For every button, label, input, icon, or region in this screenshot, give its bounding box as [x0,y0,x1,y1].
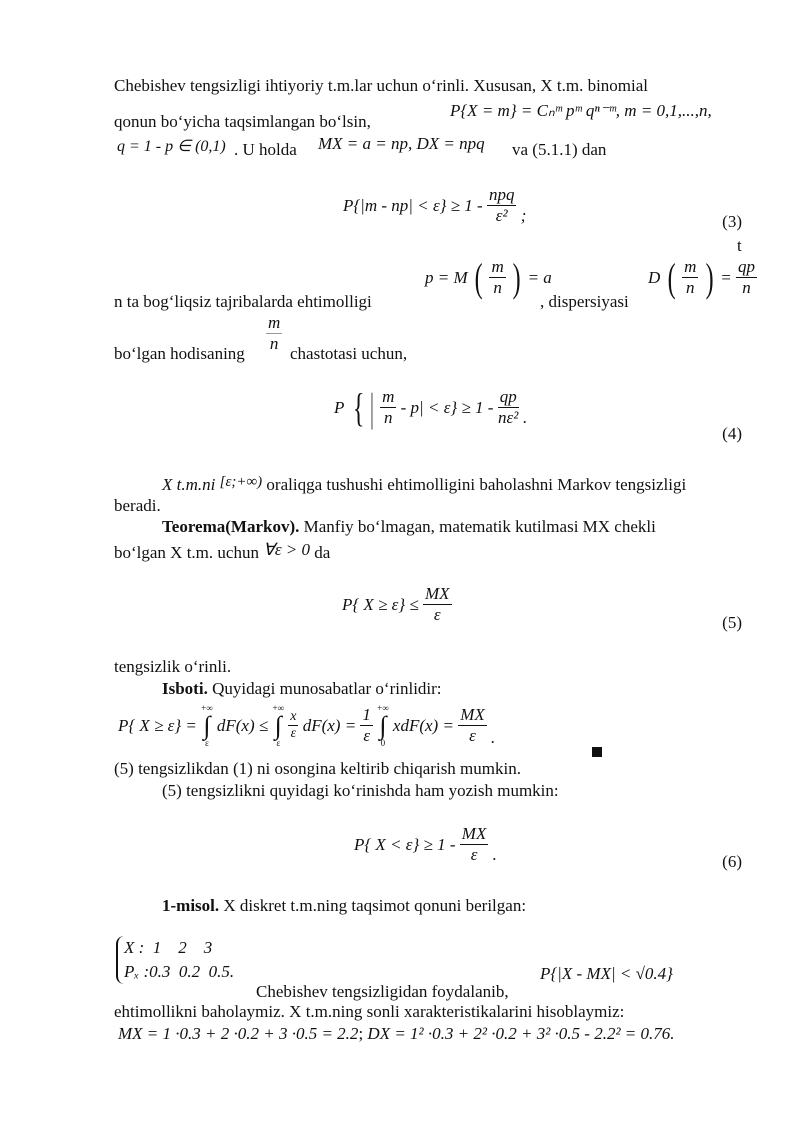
frac-den: ε [363,725,371,745]
formula-dot: . [491,728,496,747]
paren-open: ( [667,255,676,301]
text: bo‘lgan X t.m. uchun [114,543,259,562]
formula-mx: MX = 1 ·0.3 + 2 ·0.2 + 3 ·0.5 = 2.2 [118,1024,359,1043]
text: oraliqga tushushi ehtimolligini baholashni Markov tengsizligi [266,475,687,494]
frac-num: m [382,387,395,406]
interval: [ε;+∞) [219,474,263,490]
paragraph-text: . U holda [234,140,297,159]
paren-close: ) [705,255,714,301]
proof-text: Quyidagi munosabatlar o‘rinlidir: [212,679,442,698]
formula-part: dF(x) ≤ [216,716,269,735]
frac-x-eps [288,709,298,742]
frac-num: MX [461,824,487,843]
formula: ∀ε > 0 [263,540,311,559]
equation-number: (4) [722,424,742,443]
frac-num: 1 [362,704,371,724]
fraction-m-n [682,258,698,298]
paragraph-line: (5) tengsizlikdan (1) ni osongina keltirib chiqarish mumkin. [114,759,521,778]
frac-den: nε² [498,407,519,427]
paragraph-line [162,474,686,495]
equation-3 [343,186,526,226]
fraction-m-over-n [266,314,282,354]
frac-num: m [684,257,697,276]
paragraph-line: tengsizlik o‘rinli. [114,657,232,676]
fraction-qp-n [736,258,757,298]
dot: . [670,1024,675,1043]
frac-den: n [493,277,502,297]
frac-num: x [290,709,297,725]
eq3-fraction [487,186,517,226]
integral [272,704,284,748]
eq6-left: P{ X < ε} ≥ 1 - [354,835,456,855]
example-title: 1-misol. [162,896,220,915]
frac-den: ε [470,844,478,864]
formula-part: p = M [425,268,468,288]
eq4-rfraction [498,388,519,428]
eq3-tail: ; [520,206,527,226]
frac-den: ε [290,725,297,741]
equation-number: (3) [722,212,742,231]
eq4-tail: . [522,408,528,428]
sep: ; [358,1024,364,1043]
eq6-fraction [460,825,489,865]
stray-text: t [737,236,742,255]
int-top: +∞ [201,703,213,713]
formula-dispersion [648,255,757,301]
formula-part: dF(x) = [302,716,357,735]
equation-4 [334,385,528,431]
paragraph-text: chastotasi uchun, [290,344,408,363]
theorem-line [114,540,330,563]
frac-num: m [268,313,281,332]
formula-part: xdF(x) = [392,716,454,735]
eq5-fraction [423,585,452,625]
eq3-den: ε² [495,205,508,225]
brace-open: { [352,385,365,431]
formula-p-mean [425,255,552,301]
paragraph-line: beradi. [114,496,161,515]
theorem-line [162,517,656,537]
formula-probability: P{|X - MX| < √0.4} [540,964,673,983]
frac [266,314,282,354]
frac-den: ε [469,725,476,745]
frac-num: MX [424,584,450,603]
proof-equation [118,704,495,748]
qed-icon [592,747,602,757]
paren-open: ( [474,255,483,301]
text: X t.m.ni [162,475,216,494]
system-row: X : 1 2 3 [124,938,213,957]
eq3-left: P{|m - np| < ε} ≥ 1 - [343,196,483,216]
formula-binomial: P{X = m} = Cₙᵐ pᵐ qⁿ⁻ᵐ, m = 0,1,...,n, [450,101,712,120]
equals: = [720,268,732,288]
frac-den: ε [433,604,441,624]
equation-number: (6) [722,852,742,871]
paragraph-text: bo‘lgan hodisaning [114,344,245,363]
formula-mx-dx: MX = a = np, DX = npq [318,134,485,153]
paragraph-line: n ta bog‘liqsiz tajribalarda ehtimolligi [114,292,372,311]
system-brace [116,936,234,984]
int-bot: ε [204,738,209,748]
int-bot: 0 [380,738,386,748]
paragraph-line: Chebishev tengsizligi ihtiyoriy t.m.lar uchun o‘rinli. Xususan, X t.m. binomial [114,76,649,95]
paragraph-text: Chebishev tengsizligidan foydalanib, [256,982,509,1001]
formula-numeric [118,1024,675,1044]
frac-num: qp [737,257,755,276]
formula-q: q = 1 - p ∈ (0,1) [117,138,226,155]
equation-5 [342,585,452,625]
formula-part: = a [527,268,552,288]
frac-one-eps [360,706,373,746]
example-text: X diskret t.m.ning taqsimot qonuni berilgan: [223,896,527,915]
frac-den: n [384,407,393,427]
text: da [314,543,331,562]
paragraph-text: va (5.1.1) dan [512,140,607,159]
eq6-tail: . [492,845,497,865]
frac-num: qp [499,387,517,406]
distribution-system [116,936,234,984]
integral [377,704,389,748]
integral-sign: ∫ [203,711,211,740]
paragraph-line: ehtimollikni baholaymiz. X t.m.ning sonli xarakteristikalarini hisoblaymiz: [114,1002,625,1021]
equation-6 [354,825,497,865]
fraction-m-n [489,258,505,298]
formula-part: D [648,268,661,288]
paragraph-line: qonun bo‘yicha taqsimlangan bo‘lsin, [114,112,371,131]
paragraph-line: (5) tengsizlikni quyidagi ko‘rinishda ham yozish mumkin: [162,781,559,800]
frac-den: n [686,277,695,297]
proof-line [162,679,442,699]
eq5-left: P{ X ≥ ε} ≤ [342,595,419,615]
eq4-left: P [334,398,345,418]
paren-close: ) [512,255,521,301]
int-top: +∞ [272,703,284,713]
system-row: Pₓ :0.3 0.2 0.5. [124,962,235,981]
eq4-mid: - p| < ε} ≥ 1 - [400,398,494,418]
integral [201,704,213,748]
integral-sign: ∫ [379,711,387,740]
paragraph-text: , dispersiyasi [540,292,629,311]
theorem-title: Teorema(Markov). [162,517,300,536]
frac-den: n [742,277,751,297]
eq3-num: npq [488,185,515,204]
integral-sign: ∫ [274,711,282,740]
equation-number: (5) [722,613,742,632]
int-top: +∞ [377,703,389,713]
frac-num: m [491,257,504,276]
theorem-text: Manfiy bo‘lmagan, matematik kutilmasi MX chekli [303,517,656,536]
formula-part: P{ X ≥ ε} = [118,716,197,735]
frac-den: n [266,333,282,354]
int-bot: ε [276,738,281,748]
frac-mx-eps [458,706,487,746]
eq4-fraction [380,388,396,428]
formula-dx: DX = 1² ·0.3 + 2² ·0.2 + 3² ·0.5 - 2.2² = 0.76 [367,1024,671,1043]
qed-square [592,742,602,762]
abs-open: | [370,385,374,431]
example-line [162,896,526,916]
frac-num: MX [460,704,485,724]
proof-title: Isboti. [162,679,208,698]
